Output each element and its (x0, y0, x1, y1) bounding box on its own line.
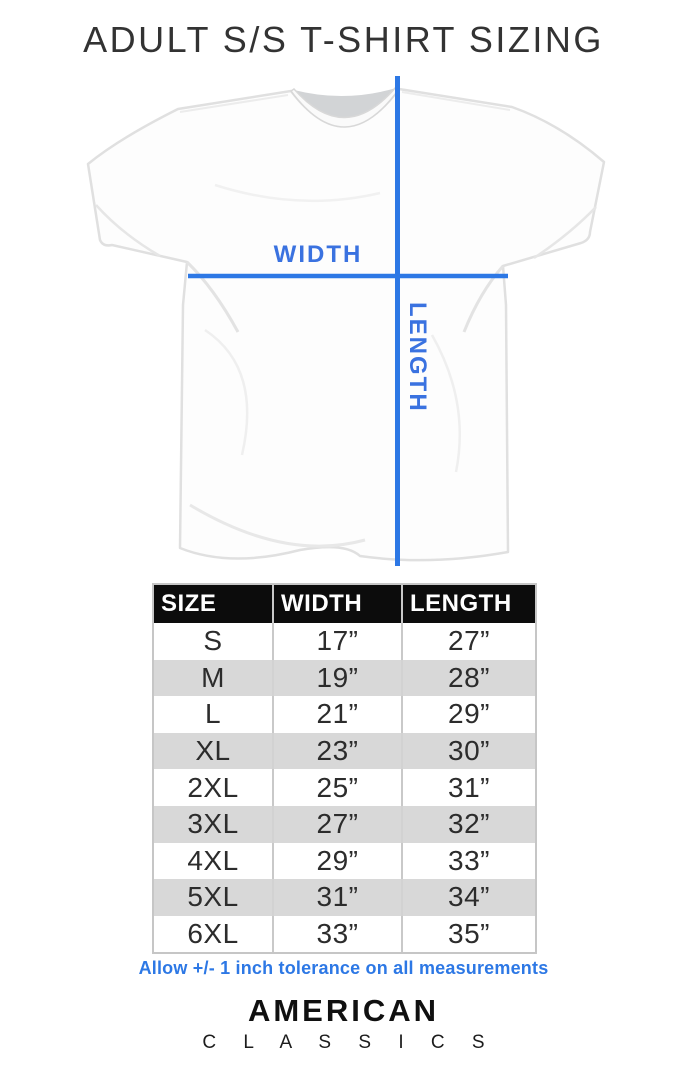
width-cell: 17” (272, 623, 401, 660)
brand-logo (0, 993, 687, 1054)
size-table (152, 583, 537, 954)
tshirt-diagram (60, 70, 630, 575)
length-cell: 31” (401, 769, 535, 806)
width-cell: 27” (272, 806, 401, 843)
size-cell: 5XL (187, 881, 239, 913)
tshirt-body (88, 89, 604, 560)
header-width: WIDTH (272, 585, 401, 623)
length-cell: 30” (401, 733, 535, 770)
length-cell: 33” (401, 843, 535, 880)
width-cell: 19” (272, 660, 401, 697)
size-cell: 3XL (187, 808, 239, 840)
width-measure-label: WIDTH (273, 241, 363, 268)
table-row (154, 916, 535, 953)
length-cell: 32” (401, 806, 535, 843)
size-cell: XL (195, 735, 231, 767)
size-cell: L (204, 698, 222, 730)
header-size: SIZE (161, 590, 217, 617)
length-cell: 35” (401, 916, 535, 953)
length-cell: 34” (401, 879, 535, 916)
table-header-row (154, 585, 535, 623)
width-cell: 21” (272, 696, 401, 733)
length-cell: 29” (401, 696, 535, 733)
tolerance-note: Allow +/- 1 inch tolerance on all measurements (138, 958, 549, 978)
length-cell: 28” (401, 660, 535, 697)
width-cell: 31” (272, 879, 401, 916)
width-cell: 23” (272, 733, 401, 770)
size-cell: 4XL (187, 844, 239, 876)
size-cell: M (201, 661, 225, 693)
table-row (154, 623, 535, 660)
header-length: LENGTH (401, 585, 535, 623)
width-cell: 29” (272, 843, 401, 880)
width-cell: 25” (272, 769, 401, 806)
size-cell: 2XL (187, 771, 239, 803)
tshirt-illustration (60, 70, 630, 575)
table-row (154, 660, 535, 697)
size-cell: 6XL (187, 918, 239, 950)
brand-name: AMERICAN (247, 993, 440, 1028)
table-row (154, 806, 535, 843)
size-cell: S (203, 625, 223, 657)
length-cell: 27” (401, 623, 535, 660)
length-measure-label: LENGTH (404, 302, 431, 413)
table-row (154, 733, 535, 770)
table-row (154, 769, 535, 806)
width-cell: 33” (272, 916, 401, 953)
table-row (154, 879, 535, 916)
page-title: ADULT S/S T-SHIRT SIZING (83, 19, 604, 60)
brand-subname: C L A S S I C S (202, 1032, 496, 1053)
table-row (154, 696, 535, 733)
table-row (154, 843, 535, 880)
